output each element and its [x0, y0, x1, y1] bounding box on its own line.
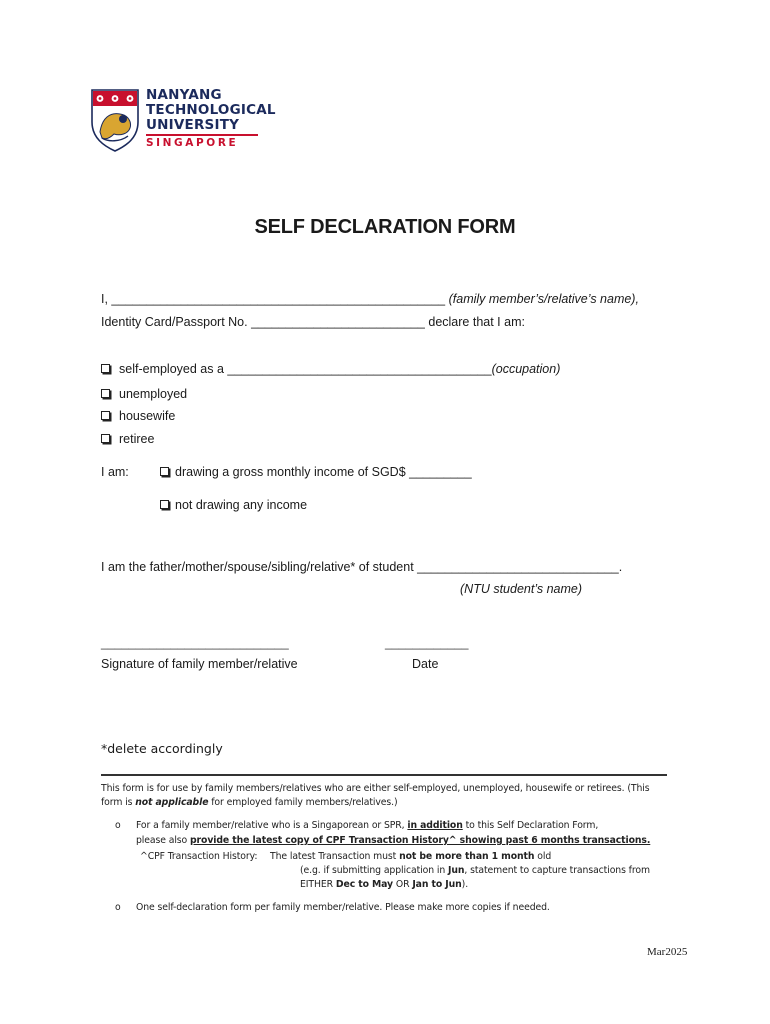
- cpf-line-3: [300, 879, 468, 890]
- option-unemployed: [101, 387, 187, 401]
- family-member-name-field[interactable]: ________________________________________________: [111, 292, 446, 306]
- note-2: One self-declaration form per family member/relative. Please make more copies if needed.: [136, 902, 550, 913]
- date-label: Date: [412, 657, 439, 671]
- note-1-line-1: [136, 820, 598, 831]
- signature-field[interactable]: ___________________________: [101, 636, 289, 650]
- cpf-line-3-a: EITHER: [300, 879, 336, 890]
- name-hint: (family member’s/relative’s name),: [448, 292, 639, 306]
- student-name-field[interactable]: _____________________________.: [417, 560, 623, 574]
- cpf-line-3-c: OR: [393, 879, 413, 890]
- option-no-income: [160, 498, 307, 512]
- signature-label: Signature of family member/relative: [101, 657, 298, 671]
- version-label: Mar2025: [647, 946, 688, 958]
- cpf-line-3-b: Dec to May: [335, 879, 394, 890]
- not-applicable-text: not applicable: [135, 797, 209, 808]
- cpf-line-2-a: (e.g. if submitting application in: [300, 865, 448, 876]
- note-1-text-c: to this Self Declaration Form,: [462, 820, 599, 831]
- ntu-crest-icon: [90, 88, 140, 152]
- relation-text: I am the father/mother/spouse/sibling/relative* of student: [101, 560, 418, 574]
- option-housewife: [101, 409, 175, 423]
- id-prefix: Identity Card/Passport No.: [101, 315, 252, 329]
- id-line: [101, 315, 525, 329]
- intro-text-a: form is: [101, 797, 136, 808]
- cpf-line-2-b: Jun: [448, 865, 465, 876]
- declare-text: declare that I am:: [428, 315, 525, 329]
- cpf-line-3-d: Jan to Jun: [412, 879, 462, 890]
- income-amount-field[interactable]: _________: [409, 465, 472, 479]
- housewife-label: housewife: [119, 409, 176, 423]
- option-self-employed: [101, 362, 560, 376]
- note-1-line-2: [136, 835, 650, 846]
- cpf-requirement-text: provide the latest copy of CPF Transaction History^ showing past 6 months transactions.: [190, 835, 651, 846]
- unemployed-checkbox[interactable]: [101, 389, 110, 398]
- occupation-field[interactable]: ______________________________________: [227, 362, 492, 376]
- note-1-text-a: For a family member/relative who is a Singaporean or SPR,: [136, 820, 408, 831]
- option-income: [160, 465, 472, 479]
- name-line: [101, 292, 639, 306]
- retiree-label: retiree: [119, 432, 155, 446]
- occupation-hint: (occupation): [491, 362, 561, 376]
- logo-line-3: UNIVERSITY: [146, 117, 240, 133]
- logo-wordmark: [146, 88, 276, 133]
- cpf-line-2-c: , statement to capture transactions from: [464, 865, 650, 876]
- bullet-2: o: [115, 902, 121, 913]
- bullet-1: o: [115, 820, 121, 831]
- name-prefix: I,: [101, 292, 112, 306]
- income-checkbox[interactable]: [160, 467, 169, 476]
- logo-line-4: SINGAPORE: [146, 137, 239, 149]
- note-1-line-2-text-a: please also: [136, 835, 190, 846]
- income-label: drawing a gross monthly income of SGD$: [175, 465, 410, 479]
- relation-line: [101, 560, 622, 574]
- self-employed-label: self-employed as a: [119, 362, 228, 376]
- unemployed-label: unemployed: [119, 387, 188, 401]
- self-employed-checkbox[interactable]: [101, 364, 110, 373]
- i-am-label: I am:: [101, 465, 129, 479]
- intro-text-c: for employed family members/relatives.): [208, 797, 398, 808]
- notes-intro-2: [101, 797, 398, 808]
- delete-note: *delete accordingly: [101, 741, 223, 756]
- option-retiree: [101, 432, 154, 446]
- cpf-line-1: [270, 851, 551, 862]
- cpf-line-3-e: ).: [461, 879, 469, 890]
- cpf-line-1-c: old: [534, 851, 552, 862]
- date-field[interactable]: ____________: [385, 636, 469, 650]
- no-income-label: not drawing any income: [175, 498, 308, 512]
- logo-divider: [146, 134, 258, 136]
- notes-divider: [101, 774, 667, 776]
- retiree-checkbox[interactable]: [101, 434, 110, 443]
- notes-intro-1: This form is for use by family members/relatives who are either self-employed, unemployed, housewife or retirees. (This: [101, 783, 650, 794]
- in-addition-text: in addition: [407, 820, 463, 831]
- logo-line-2: TECHNOLOGICAL: [146, 102, 276, 118]
- cpf-label: ^CPF Transaction History:: [140, 851, 258, 862]
- no-income-checkbox[interactable]: [160, 500, 169, 509]
- cpf-line-1-a: The latest Transaction must: [270, 851, 400, 862]
- student-name-hint: (NTU student’s name): [460, 582, 583, 596]
- housewife-checkbox[interactable]: [101, 411, 110, 420]
- logo-line-1: NANYANG: [146, 87, 222, 103]
- ntu-logo: [90, 87, 276, 154]
- cpf-line-1-b: not be more than 1 month: [399, 851, 535, 862]
- cpf-line-2: [300, 865, 650, 876]
- passport-number-field[interactable]: _________________________: [251, 315, 425, 329]
- form-title: SELF DECLARATION FORM: [254, 216, 516, 238]
